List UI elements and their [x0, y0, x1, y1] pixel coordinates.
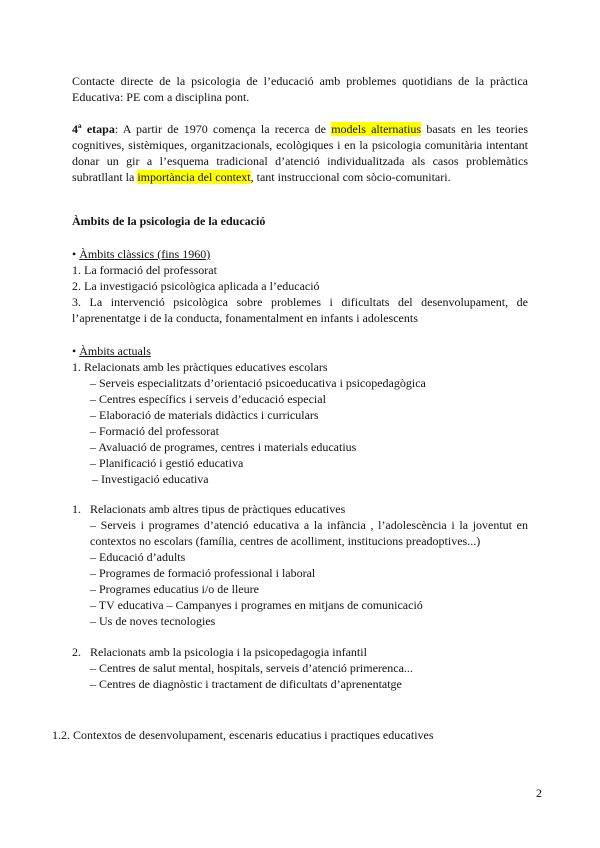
- list-item: – TV educativa – Campanyes i programes en mitjans de comunicació: [90, 598, 423, 612]
- list-item: – Serveis especialitzats d’orientació psicoeducativa i psicopedagògica: [90, 376, 426, 390]
- list-item: – Avaluació de programes, centres i materials educatius: [90, 440, 357, 454]
- list-item: – Programes educatius i/o de lleure: [90, 582, 259, 596]
- list-item: 3. La intervenció psicològica sobre problemes i dificultats del desenvolupament, de l’aprenentatge i de la conducta, fonamentalment en infants i adolescents: [72, 295, 528, 325]
- bullet-icon: •: [72, 344, 77, 358]
- list-item: 2. La investigació psicològica aplicada a l’educació: [72, 279, 320, 293]
- list-item: – Centres específics i serveis d’educació especial: [90, 392, 326, 406]
- classics-block: [72, 246, 528, 326]
- subsection-title: 1.2. Contextos de desenvolupament, escenaris educatius i practiques educatives: [52, 728, 434, 742]
- etapa-text-1: : A partir de 1970 comença la recerca de: [114, 122, 332, 136]
- group-number: 1.: [72, 502, 81, 516]
- list-item: – Programes de formació professional i laboral: [90, 566, 316, 580]
- list-item: – Formació del professorat: [90, 424, 219, 438]
- etapa-text-2: basats en les teories cognitives, sistèmiques, organitzacionals, ecològiques i en la psicologia comunitària intentant donar un gir a l’esquema tradicional d’atenció individualitzada als casos problemàtics subratllant la: [72, 122, 529, 184]
- etapa-text: [72, 121, 528, 185]
- list-item: – Elaboració de materials didàctics i curriculars: [90, 408, 319, 422]
- list-item: – Educació d’adults: [90, 550, 186, 564]
- etapa-label: 4ª etapa: [72, 122, 115, 136]
- intro-paragraph: [72, 73, 528, 105]
- list-item: – Centres de salut mental, hospitals, serveis d’atenció primerenca...: [90, 661, 413, 675]
- actuals-block: [72, 343, 528, 487]
- list-item: – Centres de diagnòstic i tractament de dificultats d’aprenentatge: [90, 677, 402, 691]
- page-number: 2: [536, 786, 542, 800]
- group-title: Relacionats amb la psicologia i la psicopedagogia infantil: [90, 645, 367, 659]
- list-item: – Planificació i gestió educativa: [90, 456, 244, 470]
- etapa-paragraph: [72, 121, 528, 185]
- list-item: – Serveis i programes d’atenció educativa a la infància , l’adolescència i la joventut en contextos no escolars (família, centres de acolliment, institucions preadoptives...): [90, 518, 528, 548]
- etapa-text-3: , tant instruccional com sòcio-comunitari.: [250, 170, 451, 184]
- group-title: Relacionats amb altres tipus de pràctiques educatives: [90, 502, 346, 516]
- highlight-context: importància del context: [137, 170, 251, 184]
- group-number: 2.: [72, 645, 81, 659]
- highlight-models: models alternatius: [331, 122, 422, 136]
- group-title: 1. Relacionats amb les pràctiques educatives escolars: [72, 360, 328, 374]
- list-item: – Investigació educativa: [92, 472, 209, 486]
- bullet-icon: •: [72, 247, 77, 261]
- list-item: – Us de noves tecnologies: [90, 614, 216, 628]
- group3-block: [72, 644, 528, 692]
- actuals-title: Àmbits actuals: [79, 344, 151, 358]
- group2-block: [72, 501, 528, 629]
- intro-text: Contacte directe de la psicologia de l’educació amb problemes quotidians de la pràctica Educativa: PE com a disciplina pont.: [72, 74, 528, 104]
- classics-title: Àmbits clàssics (fins 1960): [79, 247, 211, 261]
- list-item: 1. La formació del professorat: [72, 263, 217, 277]
- section-heading: Àmbits de la psicologia de la educació: [72, 214, 266, 228]
